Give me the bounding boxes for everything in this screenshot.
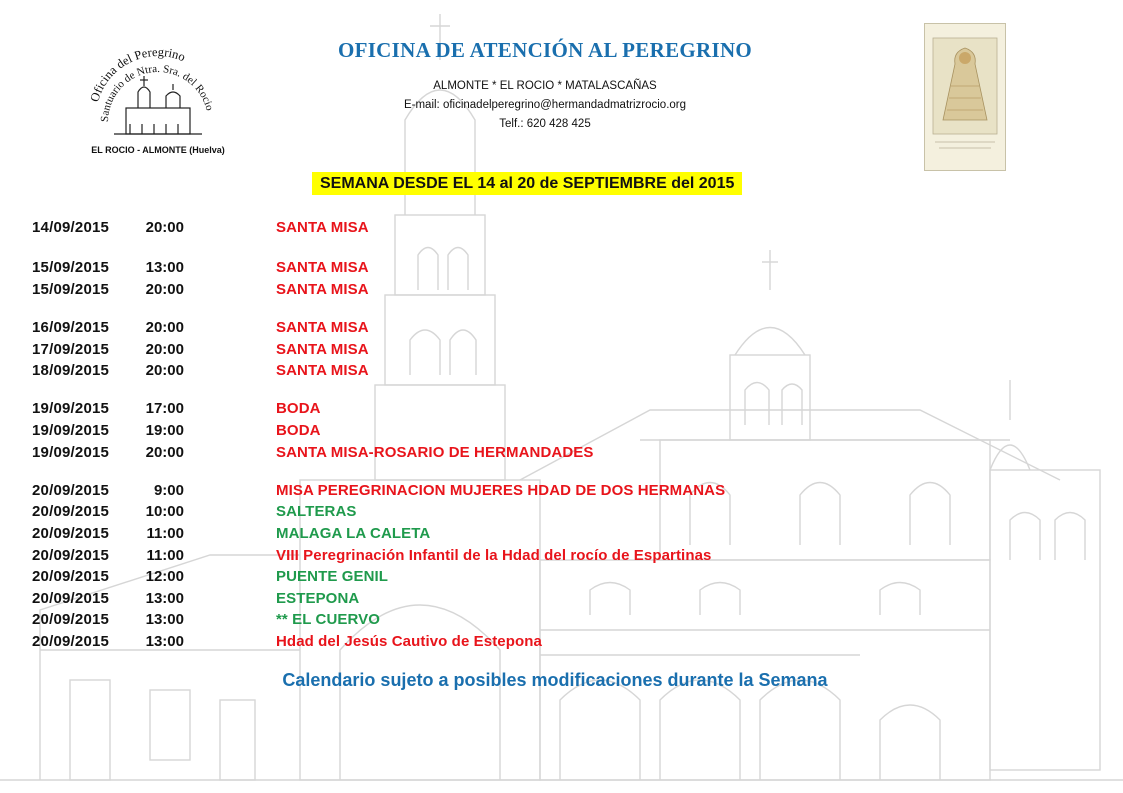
- event-name: MALAGA LA CALETA: [276, 525, 431, 542]
- event-date: 20/09/2015: [32, 482, 110, 499]
- event-time: 20:00: [145, 281, 184, 298]
- event-time: 13:00: [145, 633, 184, 650]
- event-row: [0, 218, 1123, 238]
- email-line: E-mail: oficinadelperegrino@hermandadmatrizrocio.org: [403, 99, 687, 111]
- event-date: 15/09/2015: [32, 259, 110, 276]
- event-date: 19/09/2015: [32, 422, 110, 439]
- event-name: SANTA MISA: [276, 341, 369, 358]
- event-name: MISA PEREGRINACION MUJERES HDAD DE DOS HERMANAS: [276, 482, 726, 499]
- event-row: [0, 632, 1123, 652]
- event-time: 20:00: [145, 319, 184, 336]
- event-time: 12:00: [145, 568, 184, 585]
- towns-line: ALMONTE * EL ROCIO * MATALASCAÑAS: [433, 80, 657, 92]
- event-name: SANTA MISA: [276, 219, 369, 236]
- phone-line: Telf.: 620 428 425: [499, 118, 591, 130]
- event-date: 20/09/2015: [32, 568, 110, 585]
- event-time: 17:00: [145, 400, 184, 417]
- event-name: SANTA MISA-ROSARIO DE HERMANDADES: [276, 444, 594, 461]
- event-date: 20/09/2015: [32, 590, 110, 607]
- event-row: [0, 361, 1123, 381]
- event-time: 11:00: [146, 547, 184, 564]
- event-row: [0, 481, 1123, 501]
- event-row: [0, 524, 1123, 544]
- event-date: 20/09/2015: [32, 611, 110, 628]
- event-name: SANTA MISA: [276, 259, 369, 276]
- event-row: [0, 443, 1123, 463]
- event-row: [0, 567, 1123, 587]
- page-title: OFICINA DE ATENCIÓN AL PEREGRINO: [337, 38, 753, 62]
- event-row: [0, 318, 1123, 338]
- event-time: 10:00: [145, 503, 184, 520]
- event-row: [0, 502, 1123, 522]
- event-date: 18/09/2015: [32, 362, 110, 379]
- event-time: 20:00: [145, 219, 184, 236]
- event-time: 11:00: [146, 525, 184, 542]
- event-name: Hdad del Jesús Cautivo de Estepona: [276, 633, 542, 650]
- logo-arc-inner-text: Santuario de Ntra. Sra. del Rocio: [98, 62, 216, 123]
- event-name: ESTEPONA: [276, 590, 360, 607]
- event-row: [0, 399, 1123, 419]
- event-time: 9:00: [153, 482, 184, 499]
- event-row: [0, 546, 1123, 566]
- event-date: 15/09/2015: [32, 281, 110, 298]
- event-name: SANTA MISA: [276, 362, 369, 379]
- event-row: [0, 589, 1123, 609]
- event-date: 14/09/2015: [32, 219, 110, 236]
- week-banner: SEMANA DESDE EL 14 al 20 de SEPTIEMBRE del 2015: [312, 172, 742, 195]
- event-date: 20/09/2015: [32, 503, 110, 520]
- event-row: [0, 421, 1123, 441]
- event-name: VIII Peregrinación Infantil de la Hdad del rocío de Espartinas: [276, 547, 712, 564]
- schedule-disclaimer: Calendario sujeto a posibles modificaciones durante la Semana: [282, 670, 828, 690]
- event-name: SANTA MISA: [276, 319, 369, 336]
- event-date: 20/09/2015: [32, 525, 110, 542]
- event-time: 19:00: [145, 422, 184, 439]
- event-time: 13:00: [145, 611, 184, 628]
- logo-bottom-text: EL ROCIO - ALMONTE (Huelva): [91, 145, 225, 155]
- event-name: SANTA MISA: [276, 281, 369, 298]
- event-time: 20:00: [145, 444, 184, 461]
- event-date: 20/09/2015: [32, 633, 110, 650]
- event-time: 13:00: [145, 590, 184, 607]
- event-date: 17/09/2015: [32, 341, 110, 358]
- event-date: 19/09/2015: [32, 400, 110, 417]
- event-date: 19/09/2015: [32, 444, 110, 461]
- event-date: 20/09/2015: [32, 547, 110, 564]
- event-name: ** EL CUERVO: [276, 611, 381, 628]
- event-name: BODA: [276, 400, 321, 417]
- event-row: [0, 258, 1123, 278]
- event-name: BODA: [276, 422, 321, 439]
- event-row: [0, 610, 1123, 630]
- event-date: 16/09/2015: [32, 319, 110, 336]
- event-name: PUENTE GENIL: [276, 568, 389, 585]
- event-row: [0, 340, 1123, 360]
- event-time: 13:00: [145, 259, 184, 276]
- event-row: [0, 280, 1123, 300]
- event-time: 20:00: [145, 362, 184, 379]
- event-time: 20:00: [145, 341, 184, 358]
- event-name: SALTERAS: [276, 503, 357, 520]
- logo-arc-outer-text: Oficina del Peregrino: [87, 44, 188, 104]
